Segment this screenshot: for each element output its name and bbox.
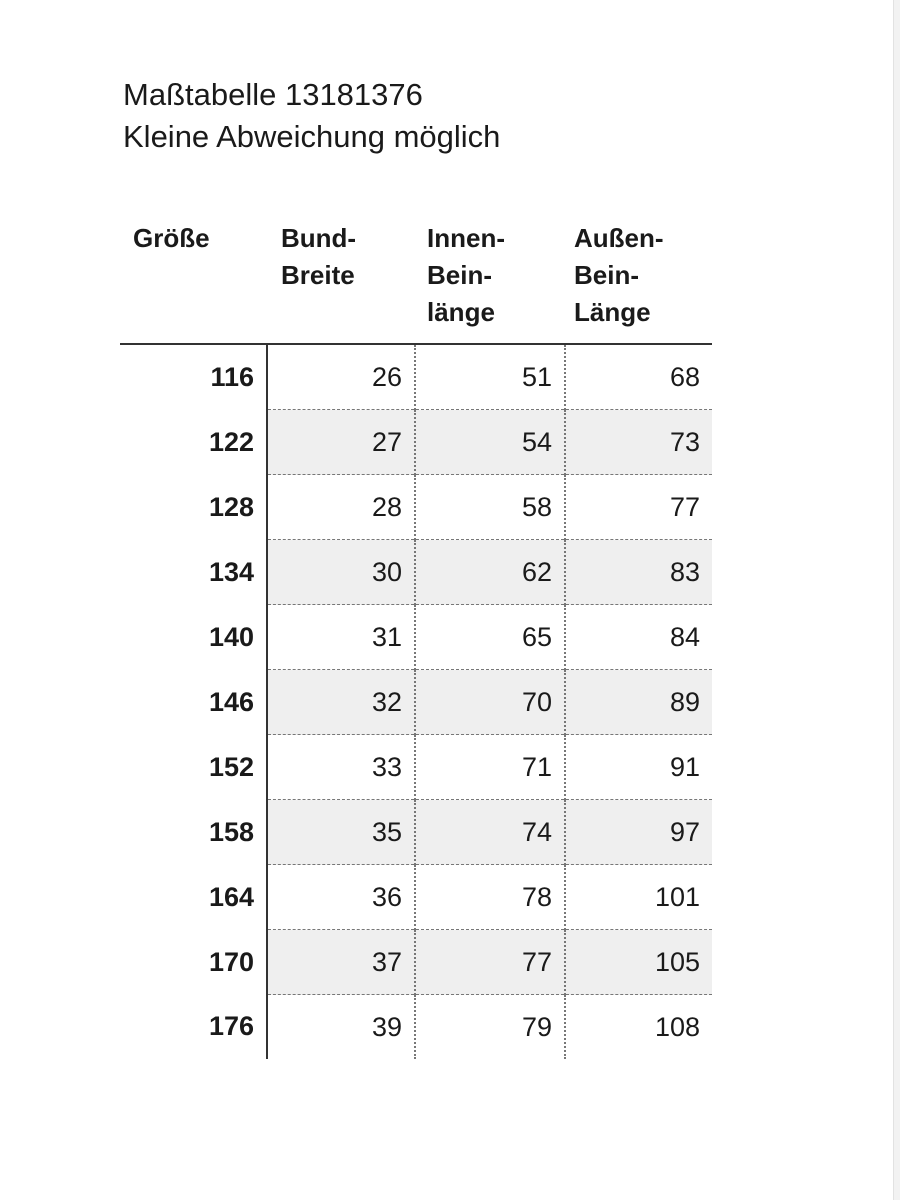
size-cell: 116 [120,344,267,410]
aussen-bein-laenge-cell: 108 [654,1011,700,1042]
aussen-bein-laenge-cell: 83 [565,540,712,605]
table-row [120,670,712,735]
size-cell: 170 [120,930,267,995]
table-row [120,930,712,995]
size-cell: 152 [120,735,267,800]
innen-bein-laenge-cell: 70 [415,670,565,735]
table-row [120,995,712,1060]
innen-bein-laenge-cell: 79 [415,995,565,1060]
aussen-bein-laenge-cell: 91 [565,735,712,800]
bund-breite-cell: 35 [267,800,415,865]
table-row [120,605,712,670]
innen-bein-laenge-cell: 62 [415,540,565,605]
size-table [120,220,712,1059]
innen-bein-laenge-cell: 65 [415,605,565,670]
innen-bein-laenge-cell: 71 [415,735,565,800]
header-innen-bein-laenge [415,220,565,344]
aussen-bein-laenge-cell: 68 [565,344,712,410]
header-line: Bein- [574,260,639,290]
table-subtitle: Kleine Abweichung möglich [123,119,501,154]
header-line: Innen- [427,223,505,253]
title-block [123,74,500,158]
aussen-bein-laenge-cell: 105 [565,930,712,995]
innen-bein-laenge-cell: 58 [415,475,565,540]
size-cell: 158 [120,800,267,865]
innen-bein-laenge-cell: 54 [415,410,565,475]
header-aussen-bein-laenge [565,220,712,344]
size-cell: 128 [120,475,267,540]
page-edge-strip [893,0,900,1200]
aussen-bein-laenge-cell: 84 [565,605,712,670]
header-row [120,220,712,344]
table-row [120,540,712,605]
bund-breite-cell: 27 [267,410,415,475]
table-row [120,800,712,865]
bund-breite-cell: 37 [267,930,415,995]
bund-breite-cell: 30 [267,540,415,605]
bund-breite-cell: 26 [267,344,415,410]
size-cell: 146 [120,670,267,735]
table-row [120,865,712,930]
bund-breite-cell: 36 [267,865,415,930]
innen-bein-laenge-cell: 51 [415,344,565,410]
table-row [120,410,712,475]
size-cell: 176 [120,995,267,1060]
aussen-bein-laenge-cell: 97 [565,800,712,865]
header-groesse [120,220,267,344]
table-row [120,735,712,800]
innen-bein-laenge-cell: 77 [415,930,565,995]
bund-breite-cell: 33 [267,735,415,800]
header-line: länge [427,297,495,327]
bund-breite-cell: 39 [267,995,415,1060]
innen-bein-laenge-cell: 74 [415,800,565,865]
aussen-bein-laenge-cell: 101 [565,865,712,930]
aussen-bein-laenge-cell: 89 [565,670,712,735]
bund-breite-cell: 32 [267,670,415,735]
table-row [120,475,712,540]
bund-breite-cell: 28 [267,475,415,540]
header-bund-breite [267,220,415,344]
bund-breite-cell: 31 [267,605,415,670]
size-cell: 134 [120,540,267,605]
header-line: Bein- [427,260,492,290]
table-title: Maßtabelle 13181376 [123,77,423,112]
header-line: Länge [574,297,651,327]
size-cell: 122 [120,410,267,475]
table-row [120,344,712,410]
header-line: Breite [281,260,355,290]
size-cell: 140 [120,605,267,670]
aussen-bein-laenge-cell: 77 [565,475,712,540]
header-line: Außen- [574,223,664,253]
aussen-bein-laenge-cell: 73 [565,410,712,475]
header-line: Größe [133,223,210,253]
size-cell: 164 [120,865,267,930]
innen-bein-laenge-cell: 78 [415,865,565,930]
header-line: Bund- [281,223,357,253]
